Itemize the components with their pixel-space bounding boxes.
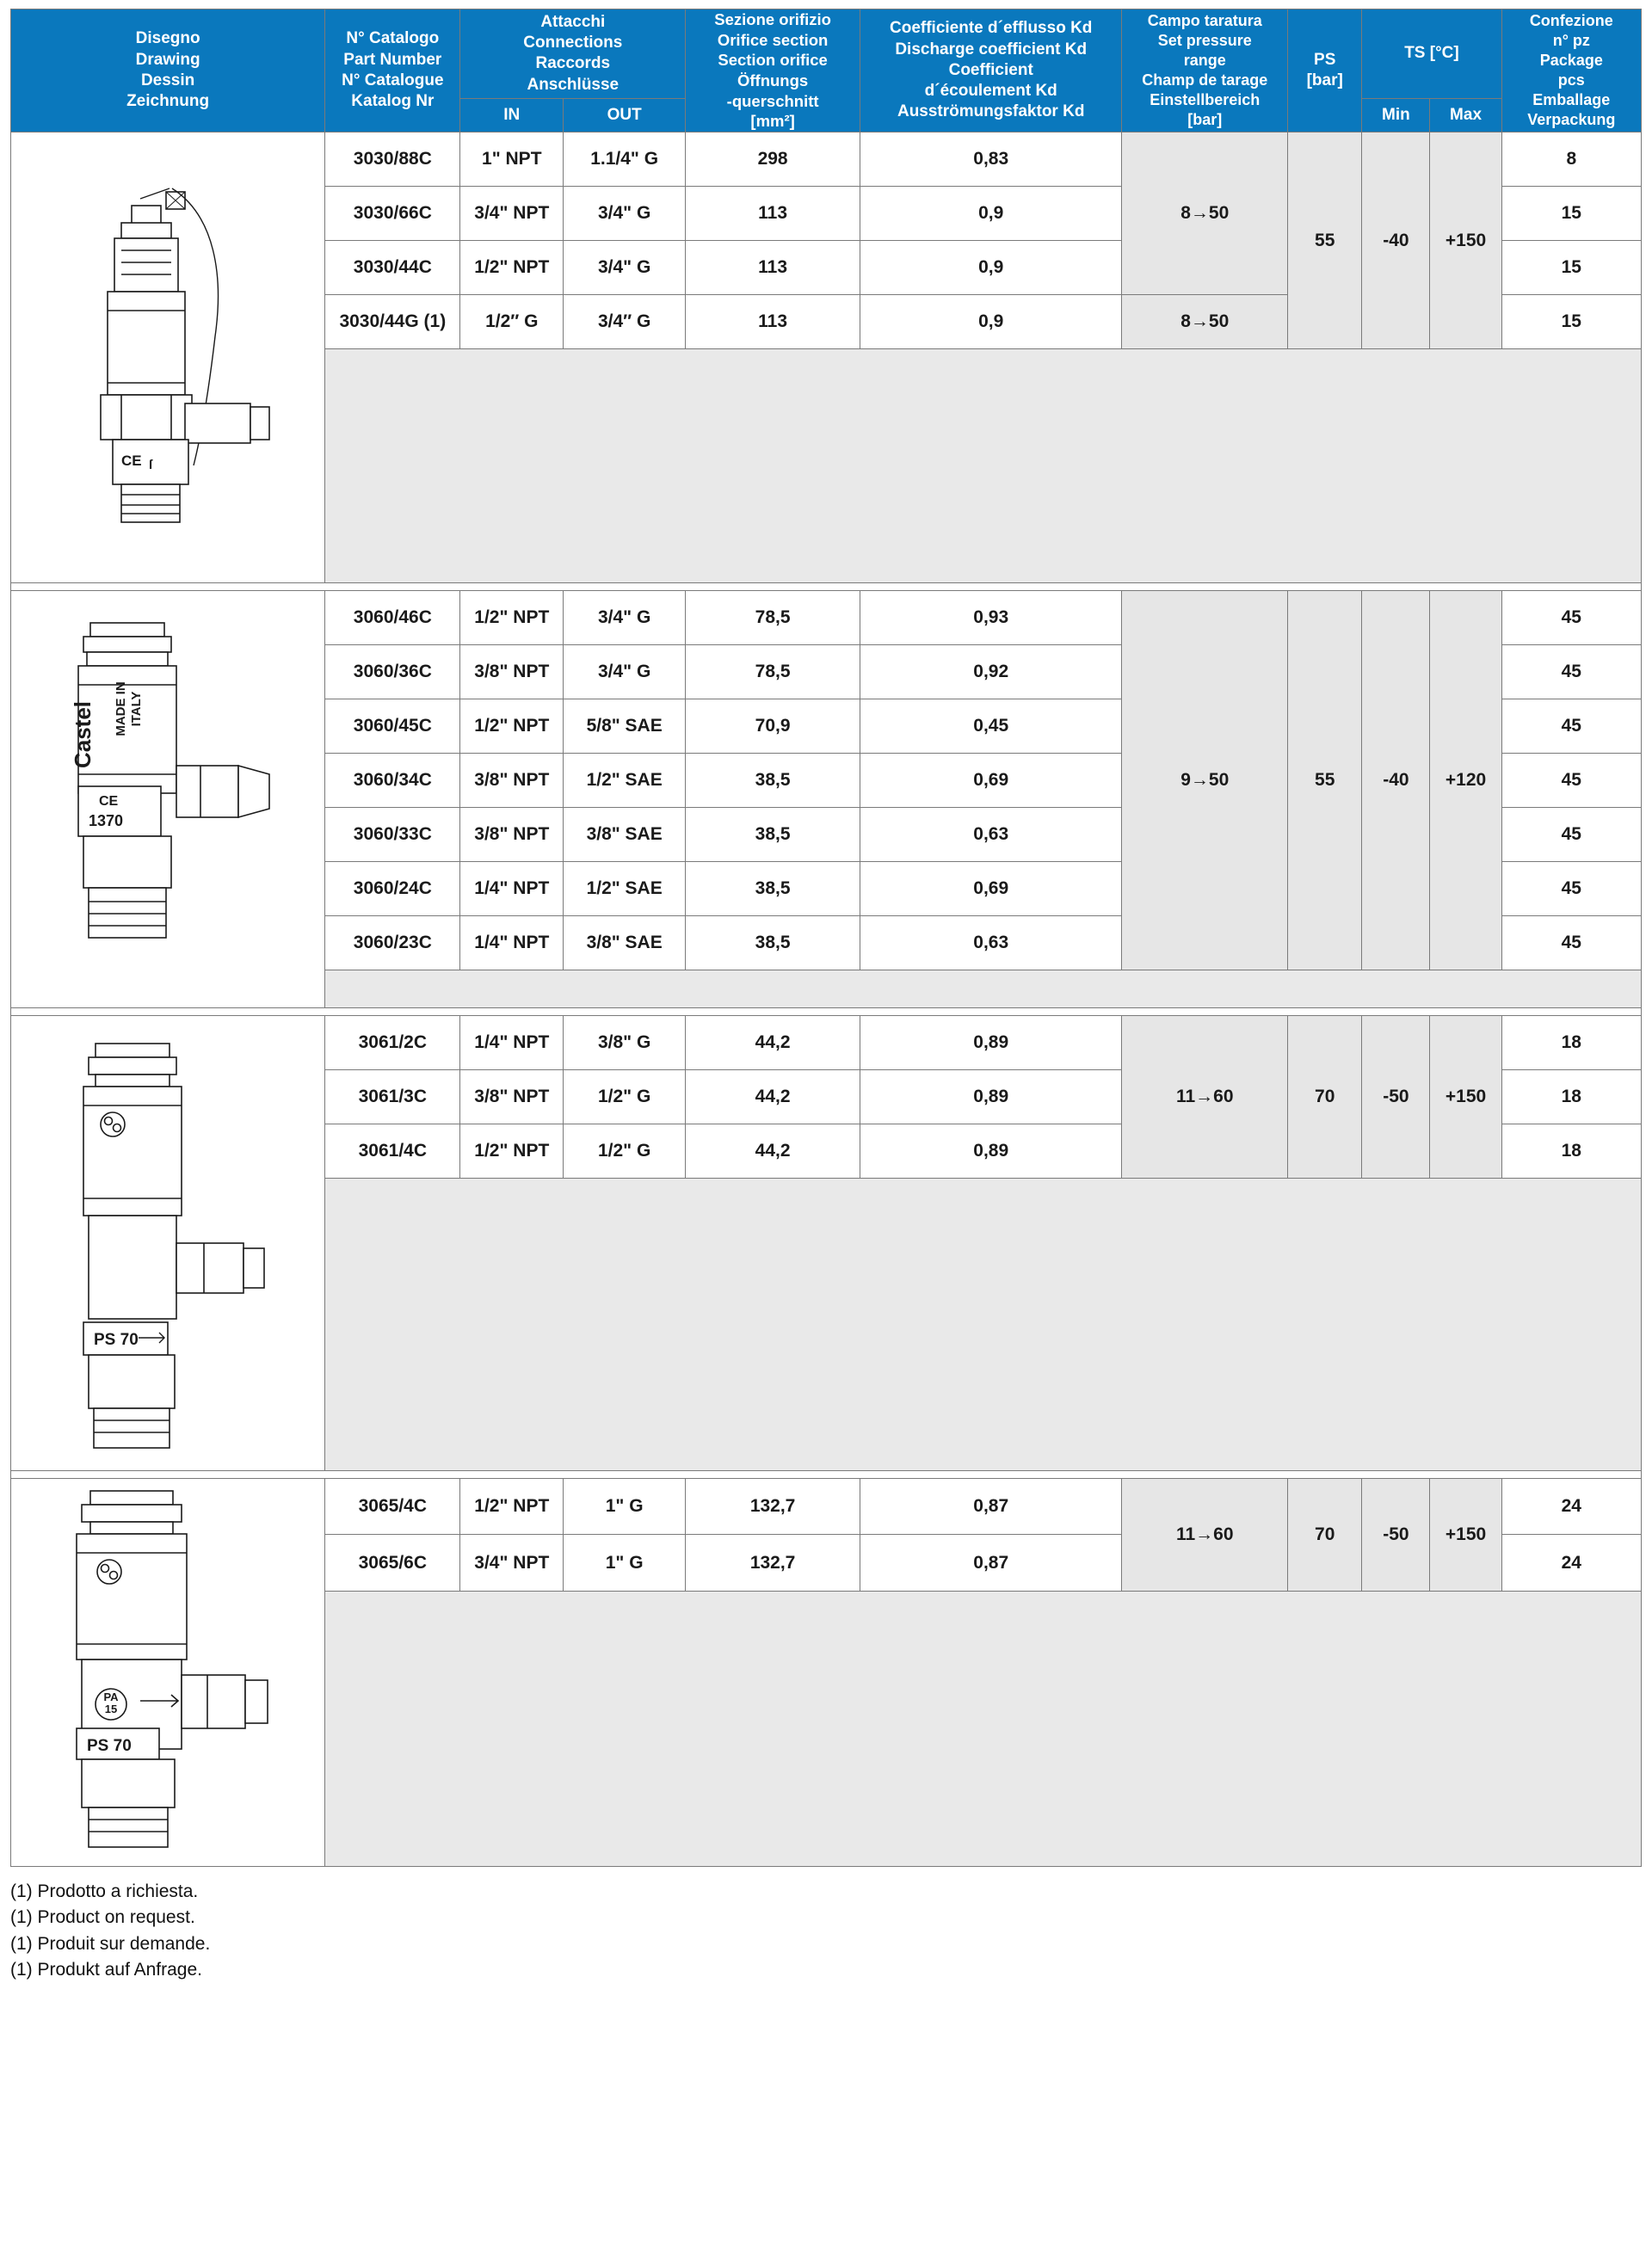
orifice-cell: 38,5 bbox=[686, 754, 860, 808]
connection-out-cell: 3/4" G bbox=[564, 187, 686, 241]
part-number-cell: 3060/45C bbox=[325, 699, 460, 754]
header-part-number: N° Catalogo Part Number N° Catalogue Katalog Nr bbox=[325, 9, 460, 132]
header-orifice-section: Sezione orifizio Orifice section Section orifice Öffnungs -querschnitt [mm²] bbox=[686, 9, 860, 132]
svg-text:Castel: Castel bbox=[70, 701, 96, 769]
set-pressure-cell: 9→50 bbox=[1122, 591, 1288, 970]
orifice-cell: 44,2 bbox=[686, 1070, 860, 1124]
package-cell: 15 bbox=[1501, 241, 1641, 295]
connection-out-cell: 1" G bbox=[564, 1479, 686, 1535]
connection-out-cell: 5/8" SAE bbox=[564, 699, 686, 754]
ps-cell: 55 bbox=[1288, 132, 1362, 349]
connection-in-cell: 1/2" NPT bbox=[460, 591, 564, 645]
connection-out-cell: 3/8" SAE bbox=[564, 808, 686, 862]
kd-cell: 0,63 bbox=[860, 916, 1122, 970]
valve-3061-drawing bbox=[11, 1016, 325, 1471]
package-cell: 45 bbox=[1501, 591, 1641, 645]
ts-min-cell: -40 bbox=[1362, 591, 1430, 970]
filler-cell bbox=[325, 970, 1642, 1008]
part-number-cell: 3030/44C bbox=[325, 241, 460, 295]
kd-cell: 0,9 bbox=[860, 295, 1122, 349]
connection-in-cell: 1/4" NPT bbox=[460, 1016, 564, 1070]
part-number-cell: 3060/36C bbox=[325, 645, 460, 699]
ts-max-cell: +150 bbox=[1430, 1479, 1501, 1592]
svg-text:CE: CE bbox=[99, 794, 119, 810]
connection-out-cell: 3/4" G bbox=[564, 591, 686, 645]
separator-cell bbox=[11, 1471, 1642, 1479]
connection-out-cell: 1/2" G bbox=[564, 1070, 686, 1124]
package-cell: 18 bbox=[1501, 1124, 1641, 1179]
orifice-cell: 38,5 bbox=[686, 916, 860, 970]
kd-cell: 0,83 bbox=[860, 132, 1122, 187]
svg-text:PS 70: PS 70 bbox=[87, 1737, 132, 1756]
orifice-cell: 78,5 bbox=[686, 591, 860, 645]
connection-in-cell: 3/8" NPT bbox=[460, 754, 564, 808]
kd-cell: 0,9 bbox=[860, 241, 1122, 295]
header-ts: TS [°C] bbox=[1362, 9, 1501, 99]
connection-out-cell: 3/4″ G bbox=[564, 295, 686, 349]
connection-out-cell: 1" G bbox=[564, 1535, 686, 1591]
separator-cell bbox=[11, 583, 1642, 591]
filler-cell bbox=[325, 1179, 1642, 1471]
kd-cell: 0,92 bbox=[860, 645, 1122, 699]
table-row bbox=[11, 1479, 1642, 1535]
connection-in-cell: 1" NPT bbox=[460, 132, 564, 187]
connection-out-cell: 3/4" G bbox=[564, 645, 686, 699]
svg-text:ſ: ſ bbox=[149, 457, 153, 472]
kd-cell: 0,93 bbox=[860, 591, 1122, 645]
ts-min-cell: -50 bbox=[1362, 1016, 1430, 1179]
part-number-cell: 3061/4C bbox=[325, 1124, 460, 1179]
package-cell: 18 bbox=[1501, 1016, 1641, 1070]
orifice-cell: 38,5 bbox=[686, 862, 860, 916]
valve-3030-drawing bbox=[11, 132, 325, 583]
ts-max-cell: +120 bbox=[1430, 591, 1501, 970]
kd-cell: 0,45 bbox=[860, 699, 1122, 754]
header-ps: PS [bar] bbox=[1288, 9, 1362, 132]
part-number-cell: 3065/6C bbox=[325, 1535, 460, 1591]
connection-out-cell: 1.1/4" G bbox=[564, 132, 686, 187]
set-pressure-cell: 8→50 bbox=[1122, 132, 1288, 295]
ps-cell: 70 bbox=[1288, 1016, 1362, 1179]
specifications-table bbox=[10, 9, 1642, 1867]
connection-in-cell: 1/2" NPT bbox=[460, 241, 564, 295]
connection-in-cell: 3/8" NPT bbox=[460, 1070, 564, 1124]
package-cell: 45 bbox=[1501, 645, 1641, 699]
package-cell: 15 bbox=[1501, 187, 1641, 241]
header-connection-out: OUT bbox=[564, 98, 686, 132]
kd-cell: 0,89 bbox=[860, 1016, 1122, 1070]
orifice-cell: 78,5 bbox=[686, 645, 860, 699]
kd-cell: 0,69 bbox=[860, 754, 1122, 808]
header-connection-in: IN bbox=[460, 98, 564, 132]
filler-cell bbox=[325, 349, 1642, 583]
footnote-fr: (1) Produit sur demande. bbox=[10, 1933, 211, 1954]
package-cell: 24 bbox=[1501, 1535, 1641, 1591]
part-number-cell: 3030/66C bbox=[325, 187, 460, 241]
part-number-cell: 3061/2C bbox=[325, 1016, 460, 1070]
connection-in-cell: 1/2″ G bbox=[460, 295, 564, 349]
connection-in-cell: 1/4" NPT bbox=[460, 862, 564, 916]
package-cell: 45 bbox=[1501, 699, 1641, 754]
table-header bbox=[11, 9, 1642, 132]
package-cell: 45 bbox=[1501, 862, 1641, 916]
kd-cell: 0,89 bbox=[860, 1070, 1122, 1124]
separator-cell bbox=[11, 1008, 1642, 1016]
connection-out-cell: 1/2" SAE bbox=[564, 754, 686, 808]
package-cell: 18 bbox=[1501, 1070, 1641, 1124]
part-number-cell: 3060/24C bbox=[325, 862, 460, 916]
footnote-it: (1) Prodotto a richiesta. bbox=[10, 1881, 199, 1902]
svg-text:PS 70: PS 70 bbox=[94, 1331, 139, 1350]
part-number-cell: 3030/88C bbox=[325, 132, 460, 187]
orifice-cell: 44,2 bbox=[686, 1016, 860, 1070]
footnotes bbox=[10, 1879, 1642, 1984]
header-package: Confezione n° pz Package pcs Emballage Verpackung bbox=[1501, 9, 1641, 132]
footnote-de: (1) Produkt auf Anfrage. bbox=[10, 1960, 202, 1980]
ps-cell: 55 bbox=[1288, 591, 1362, 970]
svg-text:MADE IN: MADE IN bbox=[114, 681, 129, 736]
connection-in-cell: 1/4" NPT bbox=[460, 916, 564, 970]
valve-3060-drawing bbox=[11, 591, 325, 1008]
group-separator bbox=[11, 1008, 1642, 1016]
connection-in-cell: 1/2" NPT bbox=[460, 699, 564, 754]
connection-in-cell: 1/2" NPT bbox=[460, 1479, 564, 1535]
valve-3065-drawing bbox=[11, 1479, 325, 1867]
connection-out-cell: 3/8" G bbox=[564, 1016, 686, 1070]
orifice-cell: 113 bbox=[686, 295, 860, 349]
orifice-cell: 113 bbox=[686, 241, 860, 295]
ts-max-cell: +150 bbox=[1430, 132, 1501, 349]
kd-cell: 0,87 bbox=[860, 1535, 1122, 1591]
kd-cell: 0,9 bbox=[860, 187, 1122, 241]
svg-text:ITALY: ITALY bbox=[129, 691, 145, 727]
connection-in-cell: 3/8" NPT bbox=[460, 808, 564, 862]
header-connections: Attacchi Connections Raccords Anschlüsse bbox=[460, 9, 686, 99]
connection-out-cell: 1/2" G bbox=[564, 1124, 686, 1179]
kd-cell: 0,89 bbox=[860, 1124, 1122, 1179]
ts-max-cell: +150 bbox=[1430, 1016, 1501, 1179]
orifice-cell: 70,9 bbox=[686, 699, 860, 754]
part-number-cell: 3060/23C bbox=[325, 916, 460, 970]
ps-cell: 70 bbox=[1288, 1479, 1362, 1592]
filler-cell bbox=[325, 1591, 1642, 1866]
package-cell: 45 bbox=[1501, 754, 1641, 808]
part-number-cell: 3030/44G (1) bbox=[325, 295, 460, 349]
connection-in-cell: 1/2" NPT bbox=[460, 1124, 564, 1179]
orifice-cell: 113 bbox=[686, 187, 860, 241]
connection-in-cell: 3/4" NPT bbox=[460, 1535, 564, 1591]
svg-text:PA: PA bbox=[103, 1690, 119, 1704]
orifice-cell: 44,2 bbox=[686, 1124, 860, 1179]
part-number-cell: 3060/34C bbox=[325, 754, 460, 808]
header-ts-min: Min bbox=[1362, 98, 1430, 132]
svg-text:15: 15 bbox=[104, 1703, 118, 1716]
set-pressure-cell: 11→60 bbox=[1122, 1016, 1288, 1179]
connection-out-cell: 1/2" SAE bbox=[564, 862, 686, 916]
part-number-cell: 3065/4C bbox=[325, 1479, 460, 1535]
package-cell: 15 bbox=[1501, 295, 1641, 349]
package-cell: 45 bbox=[1501, 808, 1641, 862]
header-ts-max: Max bbox=[1430, 98, 1501, 132]
part-number-cell: 3061/3C bbox=[325, 1070, 460, 1124]
kd-cell: 0,63 bbox=[860, 808, 1122, 862]
svg-text:1370: 1370 bbox=[89, 812, 124, 830]
footnote-en: (1) Product on request. bbox=[10, 1907, 195, 1928]
connection-in-cell: 3/4" NPT bbox=[460, 187, 564, 241]
part-number-cell: 3060/46C bbox=[325, 591, 460, 645]
part-number-cell: 3060/33C bbox=[325, 808, 460, 862]
package-cell: 24 bbox=[1501, 1479, 1641, 1535]
orifice-cell: 132,7 bbox=[686, 1535, 860, 1591]
header-discharge-coefficient: Coefficiente d´efflusso Kd Discharge coefficient Kd Coefficient d´écoulement Kd Ausströmungsfaktor Kd bbox=[860, 9, 1122, 132]
connection-out-cell: 3/4" G bbox=[564, 241, 686, 295]
table-row bbox=[11, 132, 1642, 187]
set-pressure-cell: 11→60 bbox=[1122, 1479, 1288, 1592]
kd-cell: 0,87 bbox=[860, 1479, 1122, 1535]
orifice-cell: 132,7 bbox=[686, 1479, 860, 1535]
header-set-pressure-range: Campo taratura Set pressure range Champ de tarage Einstellbereich [bar] bbox=[1122, 9, 1288, 132]
table-row bbox=[11, 591, 1642, 645]
connection-in-cell: 3/8" NPT bbox=[460, 645, 564, 699]
table-row bbox=[11, 1016, 1642, 1070]
package-cell: 8 bbox=[1501, 132, 1641, 187]
package-cell: 45 bbox=[1501, 916, 1641, 970]
set-pressure-cell: 8→50 bbox=[1122, 295, 1288, 349]
group-separator bbox=[11, 1471, 1642, 1479]
ts-min-cell: -40 bbox=[1362, 132, 1430, 349]
group-separator bbox=[11, 583, 1642, 591]
svg-text:CE: CE bbox=[121, 452, 142, 469]
ts-min-cell: -50 bbox=[1362, 1479, 1430, 1592]
orifice-cell: 298 bbox=[686, 132, 860, 187]
header-drawing: Disegno Drawing Dessin Zeichnung bbox=[11, 9, 325, 132]
kd-cell: 0,69 bbox=[860, 862, 1122, 916]
orifice-cell: 38,5 bbox=[686, 808, 860, 862]
connection-out-cell: 3/8" SAE bbox=[564, 916, 686, 970]
